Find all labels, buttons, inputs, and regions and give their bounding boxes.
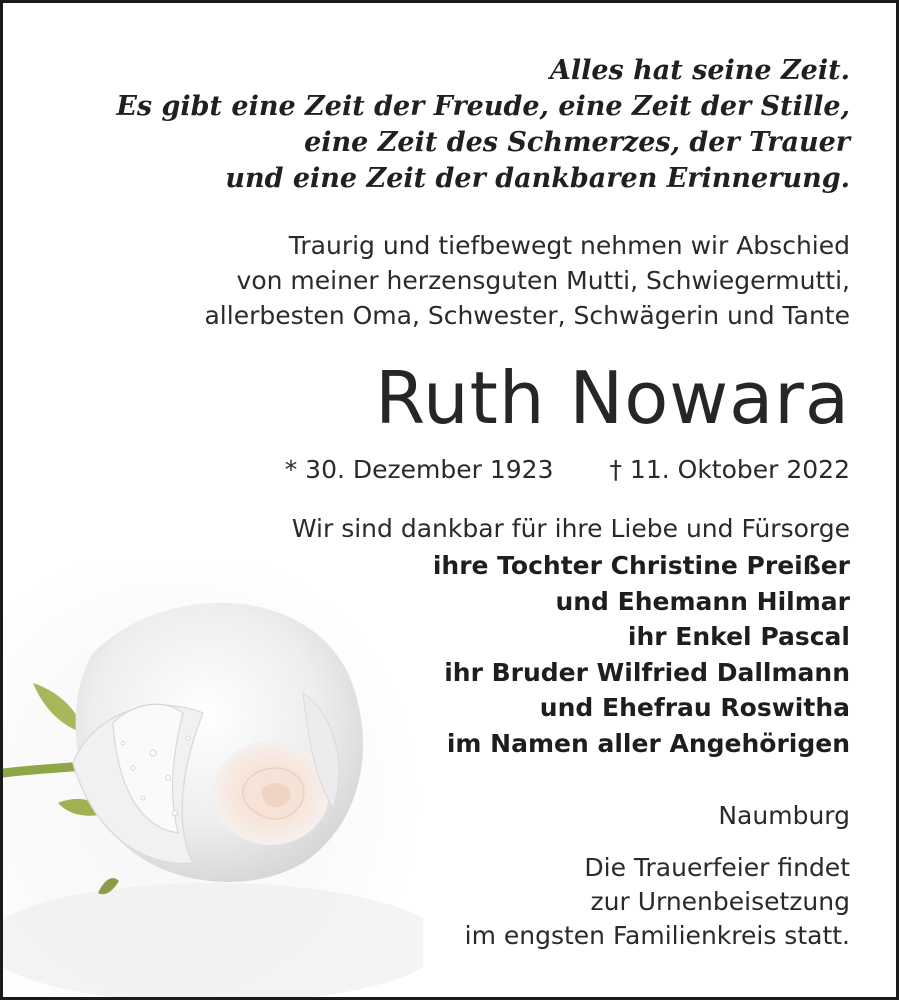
gratitude-line: Wir sind dankbar für ihre Liebe und Fürsorge bbox=[291, 514, 850, 543]
poem-line: Es gibt eine Zeit der Freude, eine Zeit der Stille, bbox=[116, 91, 850, 122]
mourner-line: und Ehemann Hilmar bbox=[555, 586, 850, 616]
mourners-list bbox=[433, 548, 850, 761]
farewell-intro bbox=[204, 228, 850, 333]
poem-line: eine Zeit des Schmerzes, der Trauer bbox=[304, 127, 850, 158]
intro-line: allerbesten Oma, Schwester, Schwägerin und Tante bbox=[204, 301, 850, 330]
service-line: im engsten Familienkreis statt. bbox=[464, 921, 850, 950]
mourner-line: ihre Tochter Christine Preißer bbox=[432, 551, 850, 580]
life-dates bbox=[285, 453, 850, 487]
white-rose-image bbox=[3, 563, 423, 997]
mourner-line: ihr Bruder Wilfried Dallmann bbox=[444, 657, 850, 687]
death-date: † 11. Oktober 2022 bbox=[609, 455, 850, 484]
poem-line: Alles hat seine Zeit. bbox=[549, 55, 850, 86]
service-line: zur Urnenbeisetzung bbox=[590, 887, 850, 916]
mourner-line: und Ehefrau Roswitha bbox=[539, 693, 850, 722]
intro-line: Traurig und tiefbewegt nehmen wir Abschied bbox=[288, 231, 850, 260]
service-notice bbox=[465, 851, 850, 953]
mourner-line: ihr Enkel Pascal bbox=[627, 622, 850, 651]
deceased-name: Ruth Nowara bbox=[375, 356, 850, 440]
service-line: Die Trauerfeier findet bbox=[584, 853, 850, 882]
mourner-line: im Namen aller Angehörigen bbox=[446, 728, 850, 758]
birth-date: * 30. Dezember 1923 bbox=[284, 455, 554, 484]
intro-line: von meiner herzensguten Mutti, Schwiegermutti, bbox=[236, 266, 850, 295]
place-name: Naumburg bbox=[718, 801, 850, 830]
poem-quote bbox=[116, 53, 850, 197]
poem-line: und eine Zeit der dankbaren Erinnerung. bbox=[225, 163, 850, 194]
